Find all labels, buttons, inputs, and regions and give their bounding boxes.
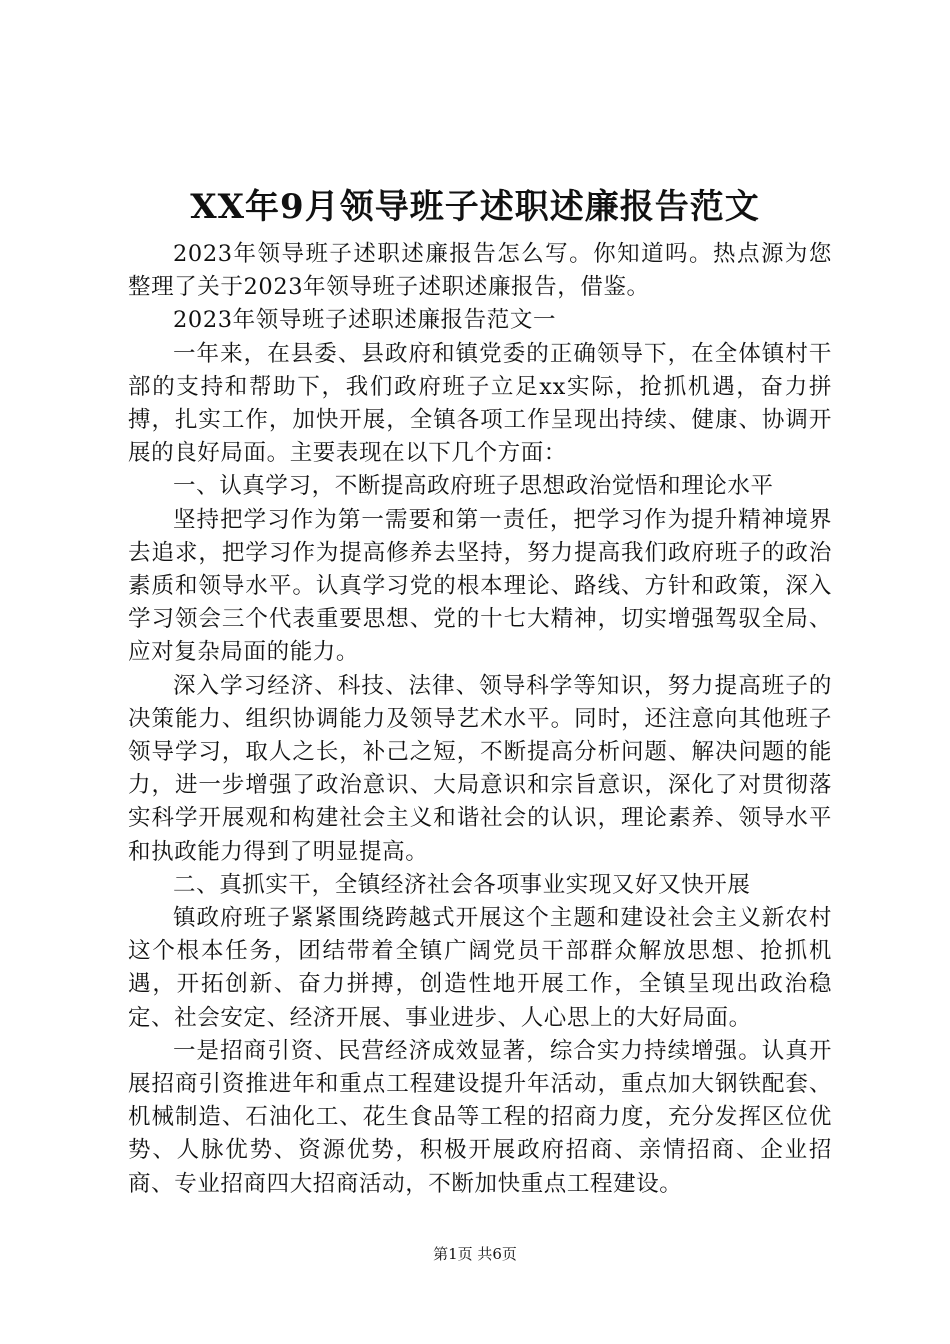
paragraph-investment: 一是招商引资、民营经济成效显著，综合实力持续增强。认真开展招商引资推进年和重点工程建设提升年活动，重点加大钢铁配套、机械制造、石油化工、花生食品等工程的招商力度，充分发挥区位优势、人脉优势、资源优势，积极开展政府招商、亲情招商、企业招商、专业招商四大招商活动，不断加快重点工程建设。 xyxy=(128,1037,832,1197)
page-number: 第1页 共6页 xyxy=(433,1245,517,1263)
section-heading-2: 二、真抓实干，全镇经济社会各项事业实现又好又快开展 xyxy=(173,871,751,898)
paragraph-subtitle: 2023年领导班子述职述廉报告范文一 xyxy=(173,307,557,334)
paragraph-study: 坚持把学习作为第一需要和第一责任，把学习作为提升精神境界去追求，把学习作为提高修养去坚持，努力提高我们政府班子的政治素质和领导水平。认真学习党的根本理论、路线、方针和政策，深入学习领会三个代表重要思想、党的十七大精神，切实增强驾驭全局、应对复杂局面的能力。 xyxy=(128,506,832,666)
paragraph-intro: 2023年领导班子述职述廉报告怎么写。你知道吗。热点源为您整理了关于2023年领导班子述职述廉报告，借鉴。 xyxy=(128,241,832,301)
paragraph-development: 镇政府班子紧紧围绕跨越式开展这个主题和建设社会主义新农村这个根本任务，团结带着全镇广阔党员干部群众解放思想、抢抓机遇，开拓创新、奋力拼搏，创造性地开展工作，全镇呈现出政治稳定、社会安定、经济开展、事业进步、人心思上的大好局面。 xyxy=(128,905,832,1031)
section-heading-1: 一、认真学习，不断提高政府班子思想政治觉悟和理论水平 xyxy=(173,473,774,500)
paragraph-overview: 一年来，在县委、县政府和镇党委的正确领导下，在全体镇村干部的支持和帮助下，我们政府班子立足xx实际，抢抓机遇，奋力拼搏，扎实工作，加快开展，全镇各项工作呈现出持续、健康、协调开展的良好局面。主要表现在以下几个方面： xyxy=(128,340,832,467)
paragraph-study-detail: 深入学习经济、科技、法律、领导科学等知识，努力提高班子的决策能力、组织协调能力及领导艺术水平。同时，还注意向其他班子领导学习，取人之长，补己之短，不断提高分析问题、解决问题的能力，进一步增强了政治意识、大局意识和宗旨意识，深化了对贯彻落实科学开展观和构建社会主义和谐社会的认识，理论素养、领导水平和执政能力得到了明显提高。 xyxy=(128,672,832,865)
document-title: XX年9月领导班子述职述廉报告范文 xyxy=(190,187,760,227)
document-body xyxy=(128,238,832,1201)
